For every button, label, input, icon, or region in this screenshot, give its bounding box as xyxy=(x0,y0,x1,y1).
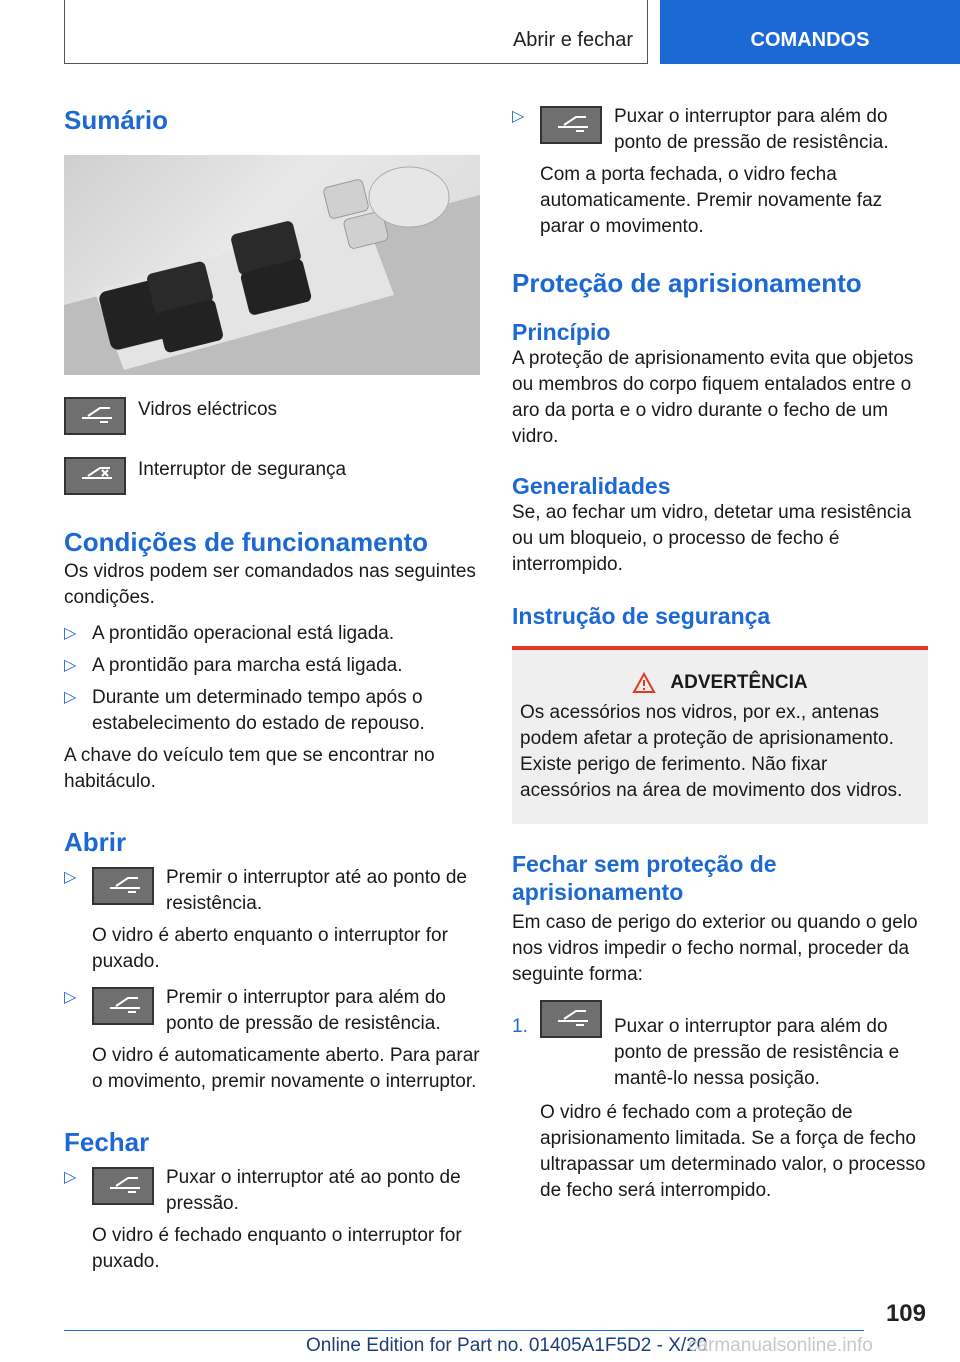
instrucao-title: Instrução de segurança xyxy=(512,603,771,629)
left-column xyxy=(64,95,480,1275)
header-box xyxy=(64,0,648,64)
warning-title: ADVERTÊNCIA xyxy=(520,672,920,694)
generalidades-title: Generalidades xyxy=(512,473,671,499)
bullet-triangle-icon: ▷ xyxy=(64,869,77,886)
window-switch-icon xyxy=(92,987,154,1025)
sumario-title: Sumário xyxy=(64,105,169,135)
condicoes-intro: Os vidros podem ser comandados nas seguintes condições. xyxy=(64,561,476,608)
step-number: 1. xyxy=(512,1016,528,1037)
list-item: ▷ Premir o interruptor até ao ponto de resistência. O vidro é aberto enquanto o interruptor for puxado. xyxy=(64,867,468,972)
legend-row-safety xyxy=(64,457,480,495)
window-switch-icon xyxy=(540,106,602,144)
principio-title: Princípio xyxy=(512,319,611,345)
bullet-triangle-icon: ▷ xyxy=(64,657,77,674)
legend-row-windows xyxy=(64,397,480,435)
bullet-triangle-icon: ▷ xyxy=(64,989,77,1006)
bullet-triangle-icon: ▷ xyxy=(64,625,77,642)
footer-divider xyxy=(64,1330,864,1331)
warning-triangle-icon xyxy=(632,672,656,694)
condicoes-note: A chave do veículo tem que se encontrar no habitáculo. xyxy=(64,745,435,792)
bullet-triangle-icon: ▷ xyxy=(64,689,77,706)
protecao-title: Proteção de aprisionamento xyxy=(512,268,862,298)
list-item: ▷ Durante um determinado tempo após o estabelecimento do estado de repouso. xyxy=(64,687,425,734)
generalidades-text: Se, ao fechar um vidro, detetar uma resistência ou um bloqueio, o processo de fecho é interrompido. xyxy=(512,502,912,575)
warning-box xyxy=(512,646,928,824)
list-item: ▷ A prontidão operacional está ligada. xyxy=(64,621,480,647)
bullet-triangle-icon: ▷ xyxy=(512,108,525,125)
header-tab: COMANDOS xyxy=(660,0,960,64)
list-item: ▷ Puxar o interruptor para além do ponto de pressão de resistência. Com a porta fechada, o vidro fecha automaticamente. Premir novamente faz parar o movimento. xyxy=(512,106,889,237)
legend-label-windows: Vidros eléctricos xyxy=(138,399,278,420)
sem-protecao-title: Fechar sem proteção de aprisionamento xyxy=(512,851,777,905)
page-number: 109 xyxy=(885,1300,926,1327)
abrir-title: Abrir xyxy=(64,827,127,857)
header-section: Abrir e fechar xyxy=(512,29,633,51)
window-switch-icon xyxy=(64,397,126,435)
sem-protecao-intro: Em caso de perigo do exterior ou quando o gelo nos vidros impedir o fecho normal, proceder da seguinte forma: xyxy=(512,912,918,985)
window-switches-photo xyxy=(64,155,480,375)
fechar-title: Fechar xyxy=(64,1127,150,1157)
safety-switch-icon xyxy=(64,457,126,495)
window-switch-icon xyxy=(92,867,154,905)
footer-edition: Online Edition for Part no. 01405A1F5D2 - X/20 xyxy=(306,1335,708,1356)
list-item: ▷ Premir o interruptor para além do ponto de pressão de resistência. O vidro é automaticamente aberto. Para parar o movimento, premir novamente o interruptor. xyxy=(64,987,480,1092)
right-column xyxy=(512,104,928,1204)
footer-watermark: carmanualsonline.info xyxy=(688,1335,873,1356)
legend-label-safety: Interruptor de segurança xyxy=(138,459,347,480)
list-item: 1. Puxar o interruptor para além do ponto de pressão de resistência e mantê-lo nessa posição. O vidro é fechado com a proteção de aprisionamento limitada. Se a força de fecho ultrapassar um determinado valor, o processo de fecho será interrompido. xyxy=(512,998,928,1204)
window-switch-icon xyxy=(92,1167,154,1205)
list-item: ▷ Puxar o interruptor até ao ponto de pressão. O vidro é fechado enquanto o interruptor for puxado. xyxy=(64,1167,462,1272)
window-switch-icon xyxy=(540,1000,602,1038)
bullet-triangle-icon: ▷ xyxy=(64,1169,77,1186)
principio-text: A proteção de aprisionamento evita que objetos ou membros do corpo fiquem entalados entre o aro da porta e o vidro durante o fecho de um vidro. xyxy=(512,348,914,447)
list-item: ▷ A prontidão para marcha está ligada. xyxy=(64,653,480,679)
condicoes-title: Condições de funcionamento xyxy=(64,527,429,557)
warning-text: Os acessórios nos vidros, por ex., antenas podem afetar a proteção de aprisionamento. Existe perigo de ferimento. Não fixar acessórios na área de movimento dos vidros. xyxy=(520,702,903,801)
